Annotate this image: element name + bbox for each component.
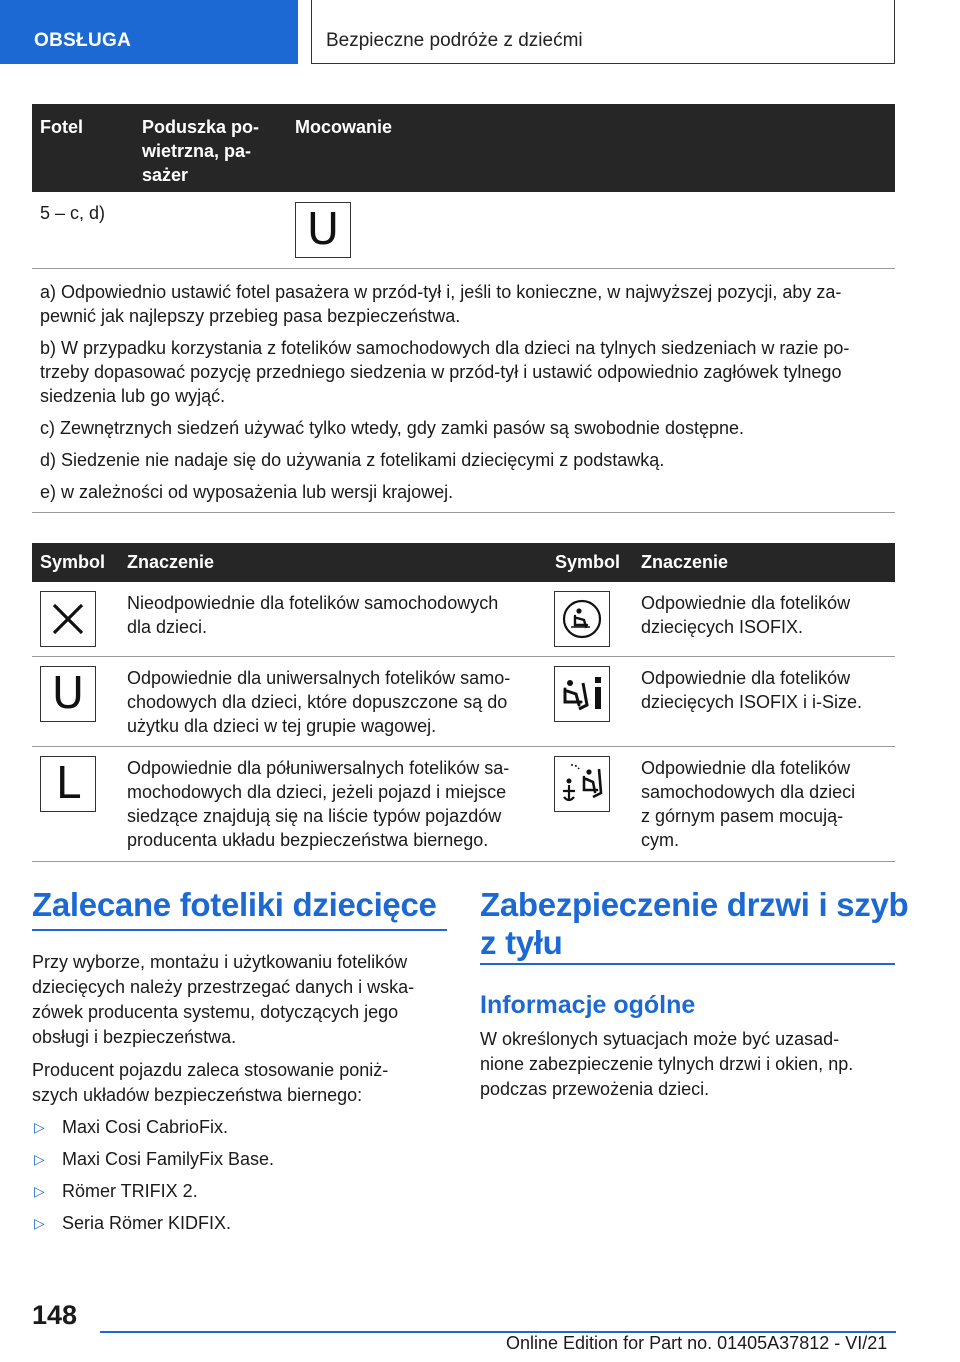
triangle-bullet-icon: ▷ — [34, 1183, 45, 1199]
top-tether-icon — [554, 756, 610, 812]
table-row — [32, 748, 895, 862]
meaning-text: Odpowiednie dla fotelików samochodowych dla dzieci z górnym pasem mocują- cym. — [641, 758, 856, 850]
universal-u-icon — [40, 666, 96, 722]
divider — [32, 512, 895, 513]
table-row — [32, 658, 895, 747]
subsection-title: Informacje ogólne — [480, 991, 696, 1019]
door-lock-text: W określonych sytuacjach może być uzasad- nione zabezpieczenie tylnych drzwi i okien, np. podczas przewożenia dzieci. — [480, 1029, 854, 1099]
footnote-b: b) W przypadku korzystania z fotelików samochodowych dla dzieci na tylnych siedzeniach w razie po- trzeby dopasować pozycję przedniego siedzenia w przód-tył i ustawić odpowiednio zagłówek tylnego siedzenia lub go wyjąć. — [40, 338, 850, 406]
footnote-c: c) Zewnętrznych siedzeń używać tylko wtedy, gdy zamki pasów są swobodnie dostępne. — [40, 418, 745, 438]
section-title-door-lock: Zabezpieczenie drzwi i szyb z tyłu — [480, 886, 909, 961]
table-row — [32, 583, 895, 657]
triangle-bullet-icon: ▷ — [34, 1151, 45, 1167]
list-item-label: Maxi Cosi FamilyFix Base. — [62, 1149, 275, 1169]
list-item-label: Seria Römer KIDFIX. — [62, 1213, 232, 1233]
table-footnotes — [40, 280, 890, 512]
universal-u-icon — [295, 202, 351, 258]
symbol-letter: U — [51, 668, 85, 719]
isofix-isize-icon — [554, 666, 610, 722]
meaning-text: Nieodpowiednie dla fotelików samochodowych dla dzieci. — [127, 593, 499, 637]
header-meaning-2: Znaczenie — [641, 552, 729, 572]
seat-table-row — [32, 193, 895, 269]
meaning-text: Odpowiednie dla uniwersalnych fotelików samo- chodowych dla dzieci, które dopuszczone są do użytku dla dzieci w tej grupie wagowej. — [127, 668, 511, 736]
meaning-text: Odpowiednie dla półuniwersalnych fotelików sa- mochodowych dla dzieci, jeżeli pojazd i miejsce siedzące znajdują się na liście typów pojazdów producenta układu bezpieczeństwa biernego. — [127, 758, 510, 850]
paragraph: Przy wyborze, montażu i użytkowaniu fotelików dziecięcych należy przestrzegać danych i wska- zówek producenta systemu, dotyczących jego obsługi i bezpieczeństwa. — [32, 952, 415, 1047]
triangle-bullet-icon: ▷ — [34, 1119, 45, 1135]
symbol-letter: L — [55, 758, 81, 809]
section-title-child-seats: Zalecane foteliki dziecięce — [32, 886, 437, 923]
paragraph: Producent pojazdu zaleca stosowanie poniż- szych układów bezpieczeństwa biernego: — [32, 1060, 389, 1105]
title-underline — [32, 929, 447, 931]
header-seat: Fotel — [40, 117, 83, 137]
list-item — [32, 1147, 447, 1179]
isofix-seat-icon — [554, 591, 610, 647]
footnote-a: a) Odpowiednio ustawić fotel pasażera w przód-tył i, jeśli to konieczne, w najwyższej pozycji, aby za- pewnić jak najlepszy przebieg pasa bezpieczeństwa. — [40, 282, 842, 326]
list-item — [32, 1179, 447, 1211]
footnote-d: d) Siedzenie nie nadaje się do używania z fotelikami dziecięcymi z podstawką. — [40, 450, 665, 470]
edition-note: Online Edition for Part no. 01405A37812 - VI/21 — [506, 1333, 888, 1353]
chapter-header — [311, 0, 895, 64]
header-meaning-1: Znaczenie — [127, 552, 215, 572]
triangle-bullet-icon: ▷ — [34, 1215, 45, 1231]
section-tab[interactable] — [0, 0, 298, 64]
seat-value: 5 – c, d) — [40, 203, 106, 223]
meaning-text: Odpowiednie dla fotelików dziecięcych ISOFIX. — [641, 593, 851, 637]
seat-table-header — [32, 104, 895, 192]
header-mounting: Mocowanie — [295, 117, 393, 137]
page-number: 148 — [32, 1300, 78, 1330]
title-underline — [480, 963, 895, 965]
child-seats-text — [32, 950, 447, 1116]
header-symbol-1: Symbol — [40, 552, 106, 572]
footnote-e: e) w zależności od wyposażenia lub wersji krajowej. — [40, 482, 454, 502]
header-symbol-2: Symbol — [555, 552, 621, 572]
cross-icon — [40, 591, 96, 647]
semi-universal-l-icon — [40, 756, 96, 812]
symbol-letter: U — [306, 204, 340, 255]
symbol-table-header — [32, 543, 895, 582]
list-item-label: Römer TRIFIX 2. — [62, 1181, 198, 1201]
list-item — [32, 1115, 447, 1147]
header-airbag: Poduszka po- wietrzna, pa- sażer — [142, 117, 260, 185]
meaning-text: Odpowiednie dla fotelików dziecięcych ISOFIX i i-Size. — [641, 668, 863, 712]
recommended-seats-list — [32, 1115, 447, 1243]
list-item — [32, 1211, 447, 1243]
chapter-title: Bezpieczne podróże z dziećmi — [326, 30, 583, 51]
section-label: OBSŁUGA — [34, 30, 132, 51]
list-item-label: Maxi Cosi CabrioFix. — [62, 1117, 229, 1137]
